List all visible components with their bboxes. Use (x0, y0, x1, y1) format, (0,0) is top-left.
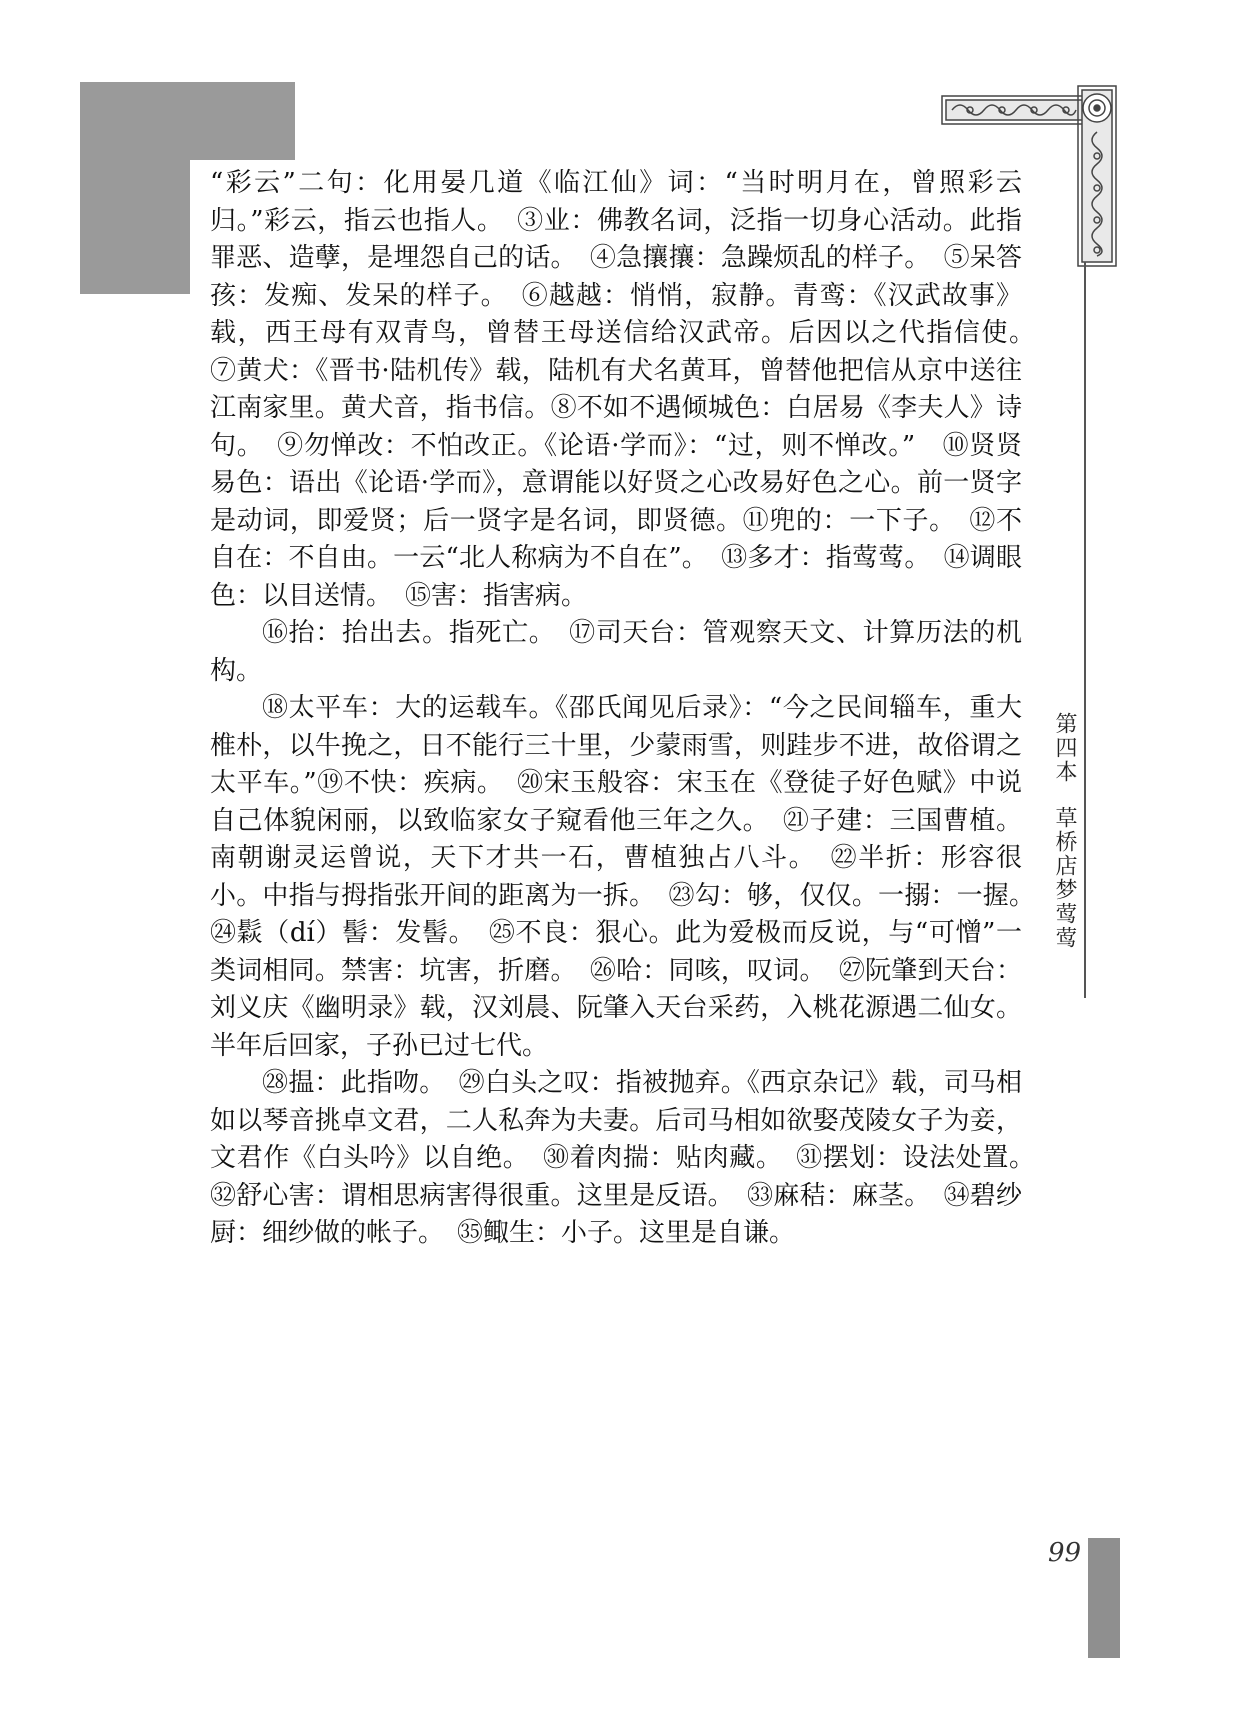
annotation-paragraph: “彩云”二句：化用晏几道《临江仙》词：“当时明月在，曾照彩云归。”彩云，指云也指人。 ③业：佛教名词，泛指一切身心活动。此指罪恶、造孽，是埋怨自己的话。 ④急攘攘：急躁烦乱的样子。 ⑤呆答孩：发痴、发呆的样子。 ⑥越越：悄悄，寂静。青鸾：《汉武故事》载，西王母有双青鸟，曾替王母送信给汉武帝。后因以之代指信使。 ⑦黄犬：《晋书·陆机传》载，陆机有犬名黄耳，曾替他把信从京中送往江南家里。黄犬音，指书信。⑧不如不遇倾城色：白居易《李夫人》诗句。 ⑨勿惮改：不怕改正。《论语·学而》：“过，则不惮改。” ⑩贤贤易色：语出《论语·学而》，意谓能以好贤之心改易好色之心。前一贤字是动词，即爱贤；后一贤字是名词，即贤德。⑪兜的：一下子。 ⑫不自在：不自由。一云“北人称病为不自在”。 ⑬多才：指莺莺。 ⑭调眼色：以目送情。 ⑮害：指害病。 (210, 168, 1049, 611)
page-number: 99 (1048, 1538, 1082, 1568)
running-head-part: 第四本 (1052, 712, 1077, 784)
annotation-paragraph: ㉘揾：此指吻。 ㉙白头之叹：指被抛弃。《西京杂记》载，司马相如以琴音挑卓文君，二人私奔为夫妻。后司马相如欲娶茂陵女子为妾，文君作《白头吟》以自绝。 ㉚着肉揣：贴肉藏。 ㉛摆划：设法处置。 ㉜舒心害：谓相思病害得很重。这里是反语。 ㉝麻秸：麻茎。 ㉞碧纱厨：细纱做的帐子。 ㉟鲰生：小子。这里是自谦。 (210, 1068, 1049, 1248)
annotation-text (210, 165, 1049, 1253)
annotation-paragraph: ⑱太平车：大的运载车。《邵氏闻见后录》：“今之民间辎车，重大椎朴，以牛挽之，日不能行三十里，少蒙雨雪，则跬步不进，故俗谓之太平车。”⑲不快：疾病。 ⑳宋玉般容：宋玉在《登徒子好色赋》中说自己体貌闲丽，以致临家女子窥看他三年之久。 ㉑子建：三国曹植。南朝谢灵运曾说，天下才共一石，曹植独占八斗。 ㉒半折：形容很小。中指与拇指张开间的距离为一拆。 ㉓勾：够，仅仅。一搦：一握。 ㉔鬏（dí）髻：发髻。 ㉕不良：狠心。此为爱极而反说，与“可憎”一类词相同。禁害：坑害，折磨。 ㉖哈：同咳，叹词。 ㉗阮肇到天台：刘义庆《幽明录》载，汉刘晨、阮肇入天台采药，入桃花源遇二仙女。半年后回家，子孙已过七代。 (210, 693, 1049, 1061)
running-head (1050, 712, 1080, 950)
running-head-title: 草桥店梦莺莺 (1052, 806, 1077, 950)
annotation-paragraph: ⑯抬：抬出去。指死亡。 ⑰司天台：管观察天文、计算历法的机构。 (210, 618, 1022, 686)
page-tab-bar (1088, 1538, 1120, 1658)
side-rule (1084, 262, 1086, 998)
